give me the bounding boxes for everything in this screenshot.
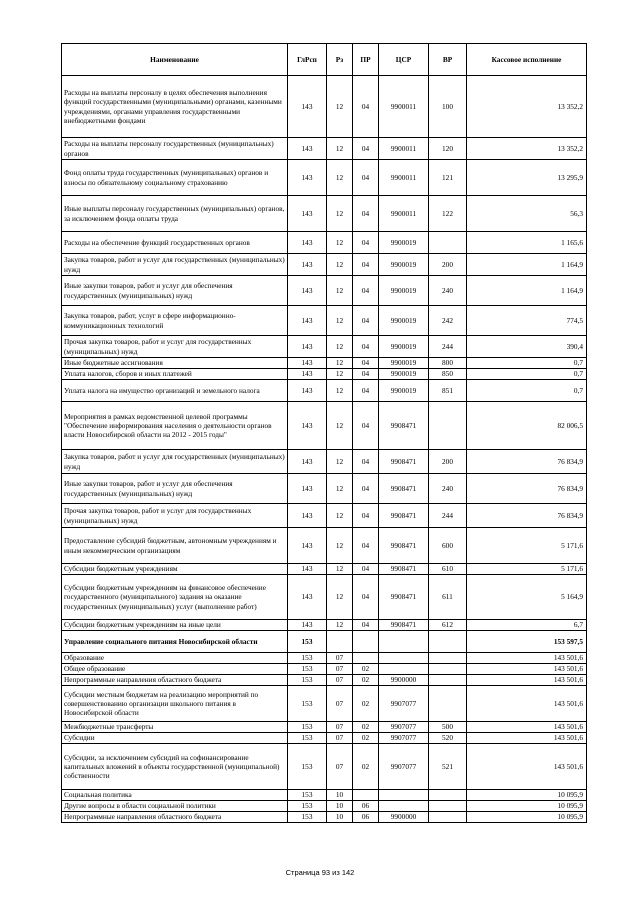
cell-glrsp: 143 — [288, 254, 327, 276]
page-footer: Страница 93 из 142 — [285, 868, 355, 877]
cell-pr: 04 — [353, 232, 379, 254]
cell-name: Иные закупки товаров, работ и услуг для обеспечения государственных (муниципальных) нужд — [62, 276, 288, 306]
cell-amount: 143 501,6 — [467, 675, 587, 686]
cell-vr: 850 — [429, 369, 467, 380]
cell-vr — [429, 653, 467, 664]
cell-amount: 82 006,5 — [467, 402, 587, 450]
cell-pr: 04 — [353, 369, 379, 380]
cell-rz: 07 — [327, 664, 353, 675]
cell-pr: 04 — [353, 358, 379, 369]
table-row — [62, 631, 587, 653]
cell-glrsp: 143 — [288, 528, 327, 564]
cell-name: Иные бюджетные ассигнования — [62, 358, 288, 369]
cell-glrsp: 153 — [288, 686, 327, 722]
table-row — [62, 76, 587, 138]
cell-rz: 12 — [327, 306, 353, 336]
cell-name: Субсидии бюджетным учреждениям — [62, 564, 288, 575]
cell-csr: 9908471 — [379, 564, 429, 575]
cell-glrsp: 143 — [288, 369, 327, 380]
cell-csr — [379, 790, 429, 801]
cell-csr: 9900019 — [379, 306, 429, 336]
cell-name: Субсидии бюджетным учреждениям на иные цели — [62, 620, 288, 631]
cell-amount: 76 834,9 — [467, 450, 587, 474]
cell-vr: 242 — [429, 306, 467, 336]
cell-vr — [429, 686, 467, 722]
cell-glrsp: 143 — [288, 160, 327, 196]
cell-rz: 12 — [327, 196, 353, 232]
cell-amount: 56,3 — [467, 196, 587, 232]
cell-rz: 10 — [327, 812, 353, 823]
cell-csr: 9900019 — [379, 336, 429, 358]
table-row — [62, 402, 587, 450]
cell-csr: 9908471 — [379, 474, 429, 504]
cell-name: Мероприятия в рамках ведомственной целевой программы "Обеспечение информирования населения о деятельности органов власти Новосибирской области на 2012 - 2015 годы" — [62, 402, 288, 450]
cell-name: Уплата налога на имущество организаций и земельного налога — [62, 380, 288, 402]
cell-vr: 200 — [429, 450, 467, 474]
cell-pr: 04 — [353, 474, 379, 504]
cell-rz: 07 — [327, 675, 353, 686]
cell-glrsp: 143 — [288, 620, 327, 631]
cell-vr — [429, 402, 467, 450]
cell-name: Субсидии, за исключением субсидий на софинансирование капитальных вложений в объекты государственной (муниципальной) собственности — [62, 744, 288, 790]
cell-pr: 04 — [353, 138, 379, 160]
table-row — [62, 358, 587, 369]
table-header-row — [62, 44, 587, 76]
table-row — [62, 276, 587, 306]
cell-amount: 1 164,9 — [467, 276, 587, 306]
cell-name: Непрограммные направления областного бюджета — [62, 675, 288, 686]
cell-amount: 0,7 — [467, 369, 587, 380]
cell-name: Закупка товаров, работ и услуг для государственных (муниципальных) нужд — [62, 254, 288, 276]
table-row — [62, 336, 587, 358]
table-row — [62, 686, 587, 722]
cell-rz: 12 — [327, 160, 353, 196]
cell-amount: 143 501,6 — [467, 722, 587, 733]
cell-pr — [353, 653, 379, 664]
cell-glrsp: 153 — [288, 812, 327, 823]
cell-vr: 521 — [429, 744, 467, 790]
cell-glrsp: 153 — [288, 722, 327, 733]
cell-vr: 244 — [429, 336, 467, 358]
cell-rz: 12 — [327, 474, 353, 504]
cell-vr: 122 — [429, 196, 467, 232]
header-pr: ПР — [353, 44, 379, 76]
cell-name: Иные закупки товаров, работ и услуг для обеспечения государственных (муниципальных) нужд — [62, 474, 288, 504]
cell-csr: 9900019 — [379, 380, 429, 402]
cell-csr: 9908471 — [379, 620, 429, 631]
cell-csr: 9900019 — [379, 369, 429, 380]
table-row — [62, 196, 587, 232]
cell-amount: 76 834,9 — [467, 474, 587, 504]
cell-name: Прочая закупка товаров, работ и услуг для государственных (муниципальных) нужд — [62, 336, 288, 358]
cell-csr: 9908471 — [379, 528, 429, 564]
cell-csr: 9907077 — [379, 722, 429, 733]
cell-csr — [379, 664, 429, 675]
table-body — [62, 76, 587, 823]
table-row — [62, 790, 587, 801]
cell-glrsp: 153 — [288, 631, 327, 653]
cell-vr: 612 — [429, 620, 467, 631]
cell-amount: 13 295,9 — [467, 160, 587, 196]
header-glrsp: ГлРсп — [288, 44, 327, 76]
table-row — [62, 722, 587, 733]
cell-vr: 520 — [429, 733, 467, 744]
cell-amount: 13 352,2 — [467, 138, 587, 160]
cell-pr: 04 — [353, 564, 379, 575]
cell-pr — [353, 631, 379, 653]
cell-vr: 851 — [429, 380, 467, 402]
cell-amount: 13 352,2 — [467, 76, 587, 138]
table-row — [62, 620, 587, 631]
table-row — [62, 664, 587, 675]
cell-amount: 774,5 — [467, 306, 587, 336]
cell-glrsp: 143 — [288, 402, 327, 450]
table-row — [62, 653, 587, 664]
table-row — [62, 474, 587, 504]
cell-glrsp: 153 — [288, 733, 327, 744]
cell-amount: 143 501,6 — [467, 664, 587, 675]
cell-rz: 12 — [327, 76, 353, 138]
cell-csr: 9907077 — [379, 744, 429, 790]
cell-pr: 04 — [353, 336, 379, 358]
cell-glrsp: 143 — [288, 276, 327, 306]
cell-amount: 5 171,6 — [467, 528, 587, 564]
cell-glrsp: 143 — [288, 76, 327, 138]
cell-name: Субсидии бюджетным учреждениям на финансовое обеспечение государственного (муниципального) задания на оказание государственных (муниципальных) услуг (выполнение работ) — [62, 575, 288, 620]
cell-pr: 04 — [353, 620, 379, 631]
cell-csr: 9908471 — [379, 450, 429, 474]
cell-name: Субсидии местным бюджетам на реализацию мероприятий по совершенствованию организации школьного питания в Новосибирской области — [62, 686, 288, 722]
cell-csr: 9900019 — [379, 254, 429, 276]
cell-amount: 1 165,6 — [467, 232, 587, 254]
table-row — [62, 138, 587, 160]
cell-vr — [429, 790, 467, 801]
cell-pr: 04 — [353, 276, 379, 306]
budget-table-container — [61, 43, 586, 823]
cell-name: Прочая закупка товаров, работ и услуг для государственных (муниципальных) нужд — [62, 504, 288, 528]
cell-csr: 9900011 — [379, 76, 429, 138]
cell-rz: 10 — [327, 801, 353, 812]
cell-rz: 10 — [327, 790, 353, 801]
cell-rz: 12 — [327, 336, 353, 358]
header-csr: ЦСР — [379, 44, 429, 76]
cell-amount: 0,7 — [467, 380, 587, 402]
cell-vr: 120 — [429, 138, 467, 160]
cell-pr: 04 — [353, 196, 379, 232]
header-name: Наименование — [62, 44, 288, 76]
cell-rz: 07 — [327, 722, 353, 733]
cell-rz: 12 — [327, 358, 353, 369]
table-row — [62, 564, 587, 575]
cell-vr: 244 — [429, 504, 467, 528]
cell-glrsp: 143 — [288, 196, 327, 232]
cell-pr: 04 — [353, 450, 379, 474]
cell-name: Субсидии — [62, 733, 288, 744]
cell-csr: 9900019 — [379, 358, 429, 369]
table-row — [62, 744, 587, 790]
cell-glrsp: 143 — [288, 138, 327, 160]
table-row — [62, 306, 587, 336]
cell-name: Расходы на выплаты персоналу государственных (муниципальных) органов — [62, 138, 288, 160]
cell-csr: 9907077 — [379, 686, 429, 722]
cell-vr — [429, 232, 467, 254]
cell-vr — [429, 631, 467, 653]
cell-amount: 6,7 — [467, 620, 587, 631]
cell-csr: 9900011 — [379, 160, 429, 196]
cell-rz: 07 — [327, 733, 353, 744]
cell-pr: 04 — [353, 504, 379, 528]
cell-pr: 04 — [353, 575, 379, 620]
cell-csr: 9900000 — [379, 812, 429, 823]
cell-glrsp: 153 — [288, 653, 327, 664]
table-row — [62, 801, 587, 812]
table-row — [62, 369, 587, 380]
cell-vr: 611 — [429, 575, 467, 620]
cell-glrsp: 143 — [288, 450, 327, 474]
cell-name: Уплата налогов, сборов и иных платежей — [62, 369, 288, 380]
budget-table — [61, 43, 587, 823]
cell-name: Расходы на обеспечение функций государственных органов — [62, 232, 288, 254]
cell-csr — [379, 653, 429, 664]
cell-glrsp: 143 — [288, 474, 327, 504]
cell-rz: 07 — [327, 653, 353, 664]
cell-glrsp: 153 — [288, 801, 327, 812]
cell-pr: 06 — [353, 812, 379, 823]
cell-amount: 153 597,5 — [467, 631, 587, 653]
cell-amount: 0,7 — [467, 358, 587, 369]
cell-pr — [353, 790, 379, 801]
table-row — [62, 812, 587, 823]
cell-amount: 76 834,9 — [467, 504, 587, 528]
cell-csr — [379, 631, 429, 653]
cell-rz: 12 — [327, 138, 353, 160]
cell-glrsp: 153 — [288, 790, 327, 801]
table-row — [62, 232, 587, 254]
cell-pr: 02 — [353, 675, 379, 686]
cell-name: Расходы на выплаты персоналу в целях обеспечения выполнения функций государственными (муниципальными) органами, казенными учреждениями, органами управления государственными внебюджетными фондами — [62, 76, 288, 138]
table-row — [62, 504, 587, 528]
cell-name: Непрограммные направления областного бюджета — [62, 812, 288, 823]
cell-vr: 200 — [429, 254, 467, 276]
cell-csr: 9900019 — [379, 276, 429, 306]
cell-pr: 04 — [353, 402, 379, 450]
cell-amount: 143 501,6 — [467, 653, 587, 664]
header-rz: Рз — [327, 44, 353, 76]
cell-amount: 5 171,6 — [467, 564, 587, 575]
cell-name: Фонд оплаты труда государственных (муниципальных) органов и взносы по обязательному социальному страхованию — [62, 160, 288, 196]
cell-glrsp: 143 — [288, 575, 327, 620]
cell-glrsp: 143 — [288, 306, 327, 336]
header-amount: Кассовое исполнение — [467, 44, 587, 76]
cell-csr: 9900000 — [379, 675, 429, 686]
cell-vr: 800 — [429, 358, 467, 369]
cell-rz: 12 — [327, 620, 353, 631]
table-row — [62, 528, 587, 564]
cell-csr: 9908471 — [379, 575, 429, 620]
cell-pr: 04 — [353, 306, 379, 336]
cell-vr: 500 — [429, 722, 467, 733]
cell-rz: 12 — [327, 380, 353, 402]
cell-pr: 02 — [353, 686, 379, 722]
cell-amount: 1 164,9 — [467, 254, 587, 276]
cell-name: Другие вопросы в области социальной политики — [62, 801, 288, 812]
cell-glrsp: 143 — [288, 504, 327, 528]
cell-glrsp: 153 — [288, 664, 327, 675]
cell-amount: 143 501,6 — [467, 733, 587, 744]
cell-csr: 9900011 — [379, 138, 429, 160]
cell-csr: 9900019 — [379, 232, 429, 254]
cell-amount: 143 501,6 — [467, 744, 587, 790]
cell-rz: 07 — [327, 744, 353, 790]
cell-rz: 12 — [327, 276, 353, 306]
cell-vr: 240 — [429, 276, 467, 306]
cell-csr — [379, 801, 429, 812]
cell-amount: 143 501,6 — [467, 686, 587, 722]
cell-pr: 02 — [353, 744, 379, 790]
cell-amount: 10 095,9 — [467, 790, 587, 801]
table-row — [62, 675, 587, 686]
cell-name: Закупка товаров, работ и услуг для государственных (муниципальных) нужд — [62, 450, 288, 474]
header-vr: ВР — [429, 44, 467, 76]
cell-rz: 12 — [327, 504, 353, 528]
cell-glrsp: 143 — [288, 358, 327, 369]
cell-vr — [429, 664, 467, 675]
cell-amount: 10 095,9 — [467, 812, 587, 823]
cell-name: Предоставление субсидий бюджетным, автономным учреждениям и иным некоммерческим организациям — [62, 528, 288, 564]
cell-name: Социальная политика — [62, 790, 288, 801]
cell-vr — [429, 801, 467, 812]
cell-rz: 12 — [327, 528, 353, 564]
table-row — [62, 380, 587, 402]
cell-rz: 12 — [327, 254, 353, 276]
cell-pr: 04 — [353, 160, 379, 196]
cell-glrsp: 143 — [288, 232, 327, 254]
table-row — [62, 160, 587, 196]
table-row — [62, 450, 587, 474]
cell-pr: 04 — [353, 254, 379, 276]
table-row — [62, 254, 587, 276]
cell-name: Общее образование — [62, 664, 288, 675]
cell-pr: 02 — [353, 722, 379, 733]
cell-vr: 121 — [429, 160, 467, 196]
cell-pr: 06 — [353, 801, 379, 812]
cell-rz: 07 — [327, 686, 353, 722]
cell-rz: 12 — [327, 402, 353, 450]
cell-pr: 04 — [353, 528, 379, 564]
cell-name: Иные выплаты персоналу государственных (муниципальных) органов, за исключением фонда оплаты труда — [62, 196, 288, 232]
cell-amount: 5 164,9 — [467, 575, 587, 620]
cell-pr: 02 — [353, 664, 379, 675]
cell-pr: 04 — [353, 76, 379, 138]
cell-pr: 02 — [353, 733, 379, 744]
cell-rz: 12 — [327, 575, 353, 620]
cell-rz — [327, 631, 353, 653]
cell-name: Закупка товаров, работ, услуг в сфере информационно-коммуникационных технологий — [62, 306, 288, 336]
table-row — [62, 733, 587, 744]
cell-csr: 9900011 — [379, 196, 429, 232]
cell-rz: 12 — [327, 232, 353, 254]
cell-vr — [429, 675, 467, 686]
cell-csr: 9907077 — [379, 733, 429, 744]
cell-glrsp: 143 — [288, 380, 327, 402]
cell-glrsp: 153 — [288, 675, 327, 686]
cell-glrsp: 143 — [288, 564, 327, 575]
cell-rz: 12 — [327, 564, 353, 575]
cell-csr: 9908471 — [379, 402, 429, 450]
table-row — [62, 575, 587, 620]
cell-amount: 390,4 — [467, 336, 587, 358]
cell-vr: 100 — [429, 76, 467, 138]
cell-amount: 10 095,9 — [467, 801, 587, 812]
cell-vr — [429, 812, 467, 823]
cell-name: Образование — [62, 653, 288, 664]
cell-name: Управление социального питания Новосибирской области — [62, 631, 288, 653]
cell-pr: 04 — [353, 380, 379, 402]
cell-glrsp: 153 — [288, 744, 327, 790]
cell-rz: 12 — [327, 369, 353, 380]
cell-vr: 240 — [429, 474, 467, 504]
cell-vr: 610 — [429, 564, 467, 575]
cell-csr: 9908471 — [379, 504, 429, 528]
cell-glrsp: 143 — [288, 336, 327, 358]
cell-rz: 12 — [327, 450, 353, 474]
cell-vr: 600 — [429, 528, 467, 564]
cell-name: Межбюджетные трансферты — [62, 722, 288, 733]
